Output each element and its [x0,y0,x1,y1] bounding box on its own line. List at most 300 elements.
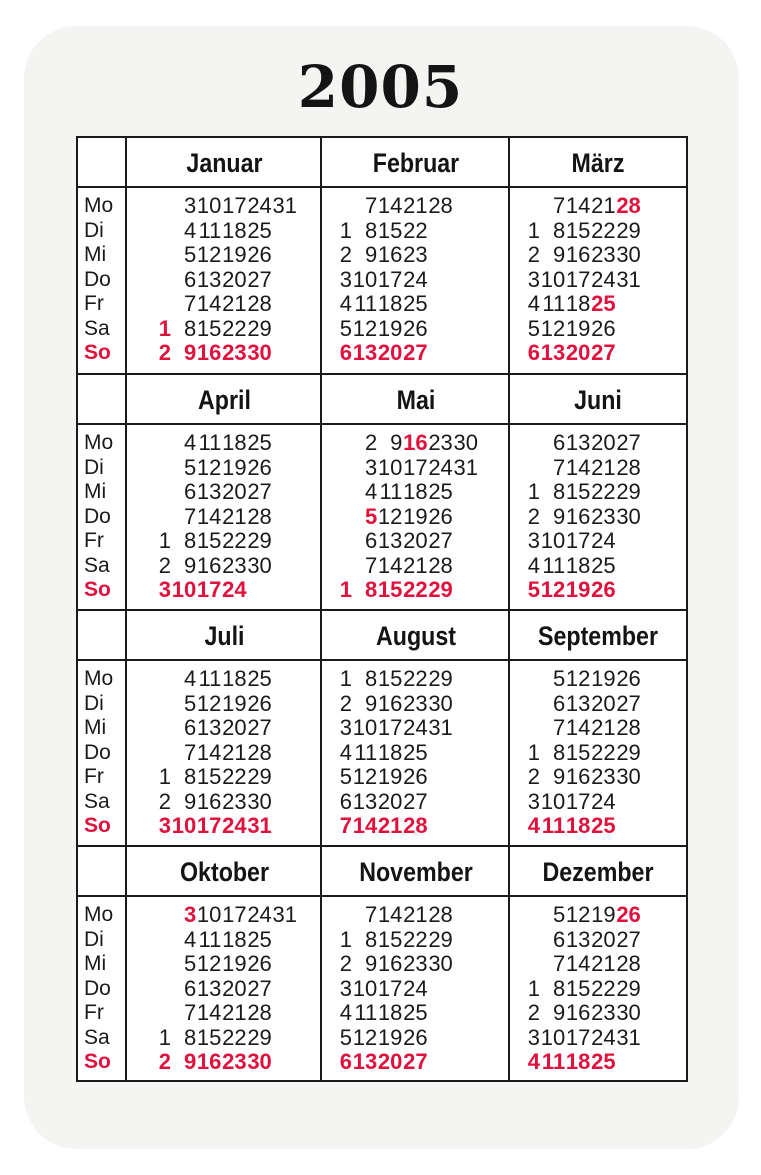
weekday-label: Do [84,976,111,1000]
calendar-day: 4 [527,813,540,838]
weekday-label: Do [84,267,111,291]
calendar-day: 9 [364,951,378,976]
calendar-day: 21 [591,951,616,976]
month-title: Januar [186,148,263,178]
calendar-day: 23 [428,430,453,455]
calendar-day: 20 [591,690,616,716]
calendar-day: 21 [222,1000,247,1025]
calendar-day: 27 [428,528,453,553]
calendar-day: 9 [364,690,378,716]
weekday-label: Di [84,218,104,242]
calendar-day: 6 [183,975,197,1001]
calendar-day: 26 [403,1024,428,1050]
calendar-day: 23 [591,503,616,529]
calendar-day: 25 [428,479,453,504]
calendar-day: 20 [222,266,247,292]
calendar-day: 8 [552,739,566,765]
calendar-day: 24 [403,975,428,1001]
calendar-day: 26 [403,315,428,341]
calendar-day: 10 [540,788,566,814]
calendar-day: 6 [552,926,566,952]
calendar-day: 11 [354,739,378,765]
calendar-day: 1 [527,479,540,504]
calendar-day: 11 [542,291,566,316]
calendar-day: 16 [377,690,403,716]
calendar-day: 21 [403,902,428,927]
calendar-day: 28 [247,503,272,529]
weekday-label: Mo [84,903,114,926]
weekday-label: Mi [84,716,107,739]
calendar-day: 24 [591,266,616,292]
calendar-day: 14 [377,193,403,218]
calendar-day: 21 [377,813,403,838]
calendar-day: 31 [247,813,272,838]
calendar-day: 9 [364,242,378,267]
calendar-day: 10 [171,813,197,838]
calendar-day: 27 [591,340,616,365]
calendar-day: 19 [591,902,616,927]
calendar-day: 21 [591,454,616,480]
calendar-day: 27 [616,690,641,716]
calendar-day: 8 [364,926,378,952]
calendar-day: 17 [565,788,591,814]
calendar-day: 6 [552,690,566,716]
weekday-label: Do [84,504,111,528]
month-title: Dezember [542,857,654,887]
calendar-day: 3 [527,266,540,292]
calendar-day: 5 [552,666,566,691]
calendar-day: 16 [377,951,403,976]
calendar-day: 9 [183,788,197,814]
calendar-day: 7 [552,951,566,976]
calendar-day: 29 [247,315,272,341]
calendar-day: 18 [222,926,247,952]
calendar-day: 19 [377,764,403,789]
calendar-day: 24 [591,1024,616,1050]
calendar-day: 20 [377,788,403,814]
calendar-day: 24 [222,577,247,602]
calendar-day: 28 [247,1000,272,1025]
calendar-day: 13 [352,788,378,814]
calendar-day: 22 [222,1024,247,1050]
calendar-day: 29 [247,1024,272,1050]
calendar-day: 19 [403,503,428,529]
calendar-day: 27 [403,1049,428,1074]
calendar-day: 28 [616,715,641,740]
calendar-day: 30 [453,430,478,455]
calendar-day: 8 [183,764,197,789]
calendar-day: 13 [565,926,591,952]
calendar-day: 12 [352,315,378,341]
calendar-day: 23 [222,788,247,814]
calendar-day: 2 [527,764,540,789]
calendar-day: 25 [403,739,428,765]
calendar-day: 24 [222,813,247,838]
weekday-label: Fr [84,529,104,552]
calendar-day: 17 [196,577,222,602]
calendar-day: 10 [196,193,222,218]
calendar-day: 3 [339,975,352,1001]
calendar-day: 1 [158,1024,171,1050]
calendar-day: 15 [565,975,591,1001]
calendar-day: 23 [222,552,247,578]
header-divider [78,423,686,425]
calendar-day: 2 [527,242,540,267]
calendar-day: 7 [552,715,566,740]
calendar-day: 4 [183,217,197,243]
calendar-day: 30 [247,1049,272,1074]
calendar-day: 20 [591,430,616,455]
calendar-day: 14 [196,739,222,765]
calendar-day: 21 [222,739,247,765]
calendar-day: 12 [196,242,222,267]
calendar-day: 7 [183,503,197,529]
calendar-day: 22 [591,739,616,765]
calendar-day: 11 [541,813,566,838]
calendar-day: 8 [552,479,566,504]
calendar-day: 3 [339,266,352,292]
calendar-day: 22 [403,577,428,602]
calendar-day: 6 [183,715,197,740]
calendar-day: 15 [377,217,403,243]
calendar-day: 18 [403,479,428,504]
calendar-day: 12 [352,764,378,789]
calendar-day: 14 [565,951,591,976]
calendar-day: 12 [565,666,591,691]
calendar-day: 20 [222,715,247,740]
calendar-day: 6 [183,479,197,504]
calendar-day: 30 [247,552,272,578]
calendar-day: 23 [403,242,428,267]
weekday-label: Mi [84,952,107,975]
calendar-day: 28 [616,193,641,218]
calendar-day: 31 [453,454,478,480]
weekday-label: Di [84,927,104,951]
calendar-day: 18 [565,813,591,838]
calendar-day: 18 [222,666,247,691]
calendar-day: 25 [247,666,272,691]
calendar-day: 15 [196,315,222,341]
weekday-label: So [84,341,111,364]
calendar-day: 16 [196,552,222,578]
calendar-day: 16 [196,1049,222,1074]
calendar-day: 25 [247,217,272,243]
calendar-day: 14 [565,193,591,218]
calendar-day: 13 [540,340,566,365]
month-title: Mai [396,385,436,415]
calendar-grid [76,136,688,1082]
calendar-day: 27 [403,340,428,365]
calendar-day: 9 [183,1049,197,1074]
calendar-day: 19 [222,242,247,267]
calendar-day: 19 [222,454,247,480]
calendar-day: 1 [339,926,352,952]
weekday-label: Do [84,740,111,764]
calendar-day: 8 [183,1024,197,1050]
calendar-day: 6 [339,340,352,365]
header-divider [78,895,686,897]
weekday-label: So [84,578,111,601]
calendar-day: 8 [552,217,566,243]
calendar-day: 10 [540,528,566,553]
calendar-day: 1 [527,739,540,765]
calendar-day: 10 [196,902,222,927]
calendar-day: 1 [527,975,540,1001]
calendar-day: 27 [616,430,641,455]
calendar-day: 15 [565,217,591,243]
calendar-day: 15 [196,528,222,553]
weekday-label: Fr [84,1001,104,1024]
weekday-label: Sa [84,316,110,340]
calendar-day: 21 [591,193,616,218]
calendar-day: 23 [403,690,428,716]
weekday-label: Mi [84,243,107,266]
calendar-day: 11 [542,552,566,578]
calendar-day: 14 [352,813,378,838]
weekday-label: Di [84,455,104,479]
month-title: November [359,857,473,887]
calendar-day: 25 [403,291,428,316]
weekday-label: Sa [84,789,110,813]
month-title: August [376,621,456,651]
weekday-label: Mi [84,480,107,503]
calendar-day: 3 [527,1024,540,1050]
calendar-day: 20 [591,926,616,952]
calendar-day: 20 [565,340,591,365]
calendar-day: 23 [591,1000,616,1025]
calendar-day: 7 [552,193,566,218]
calendar-day: 2 [527,1000,540,1025]
calendar-day: 22 [591,479,616,504]
calendar-day: 7 [552,454,566,480]
calendar-day: 5 [339,315,352,341]
calendar-day: 5 [552,902,566,927]
calendar-day: 14 [377,902,403,927]
calendar-day: 29 [247,528,272,553]
calendar-day: 16 [377,242,403,267]
calendar-day: 19 [565,577,591,602]
calendar-day: 4 [339,1000,352,1025]
calendar-day: 30 [247,788,272,814]
calendar-day: 31 [272,902,297,927]
calendar-day: 12 [196,951,222,976]
calendar-day: 31 [616,1024,641,1050]
calendar-day: 1 [339,217,352,243]
calendar-day: 22 [591,217,616,243]
calendar-day: 25 [247,926,272,952]
calendar-day: 30 [616,242,641,267]
calendar-day: 25 [403,1000,428,1025]
calendar-day: 11 [379,479,403,504]
calendar-day: 15 [196,764,222,789]
weekday-label: Fr [84,765,104,788]
calendar-day: 6 [527,340,540,365]
calendar-day: 28 [428,902,453,927]
calendar-day: 23 [222,1049,247,1074]
calendar-day: 30 [428,951,453,976]
calendar-day: 26 [247,242,272,267]
calendar-day: 16 [403,430,428,455]
calendar-day: 24 [428,454,453,480]
calendar-day: 17 [565,1024,591,1050]
weekday-label: So [84,1050,111,1073]
calendar-day: 13 [352,1049,378,1074]
calendar-day: 5 [183,242,197,267]
calendar-day: 5 [364,503,378,529]
calendar-day: 7 [339,813,352,838]
calendar-day: 15 [377,577,403,602]
calendar-day: 19 [222,690,247,716]
calendar-day: 15 [377,666,403,691]
calendar-day: 26 [247,951,272,976]
weekday-label: Mo [84,667,114,690]
calendar-day: 8 [183,528,197,553]
calendar-day: 17 [377,975,403,1001]
calendar-day: 2 [339,951,352,976]
calendar-day: 27 [247,975,272,1001]
calendar-day: 21 [591,715,616,740]
calendar-day: 16 [565,503,591,529]
calendar-day: 17 [222,902,247,927]
calendar-day: 4 [183,430,197,455]
month-title: Oktober [179,857,270,887]
calendar-day: 10 [352,715,378,740]
calendar-day: 12 [352,1024,378,1050]
calendar-day: 8 [364,577,378,602]
header-divider [78,659,686,661]
calendar-day: 16 [565,242,591,267]
calendar-day: 21 [222,503,247,529]
calendar-day: 10 [352,975,378,1001]
calendar-day: 22 [403,217,428,243]
calendar-day: 12 [565,902,591,927]
calendar-day: 5 [339,764,352,789]
calendar-day: 30 [428,690,453,716]
calendar-day: 8 [552,975,566,1001]
calendar-day: 9 [183,552,197,578]
calendar-day: 4 [364,479,378,504]
calendar-day: 30 [247,340,272,365]
calendar-day: 24 [403,715,428,740]
calendar-day: 6 [552,430,566,455]
calendar-day: 22 [591,975,616,1001]
calendar-day: 20 [377,340,403,365]
calendar-day: 23 [403,951,428,976]
calendar-day: 27 [247,266,272,292]
calendar-day: 17 [403,454,428,480]
calendar-day: 27 [403,788,428,814]
calendar-day: 14 [377,552,403,578]
calendar-day: 7 [183,291,197,316]
calendar-day: 27 [616,926,641,952]
calendar-day: 4 [527,552,540,578]
calendar-day: 26 [247,454,272,480]
calendar-day: 13 [352,340,378,365]
calendar-day: 14 [196,1000,222,1025]
calendar-day: 23 [222,340,247,365]
calendar-day: 9 [552,242,566,267]
calendar-day: 10 [352,266,378,292]
calendar-day: 16 [196,788,222,814]
calendar-day: 16 [196,340,222,365]
calendar-day: 20 [403,528,428,553]
calendar-day: 17 [196,813,222,838]
calendar-day: 12 [196,454,222,480]
calendar-day: 3 [183,902,197,927]
calendar-day: 4 [527,291,540,316]
calendar-day: 9 [183,340,197,365]
calendar-day: 22 [403,926,428,952]
calendar-day: 29 [247,764,272,789]
calendar-day: 13 [196,715,222,740]
calendar-day: 11 [198,430,222,455]
calendar-day: 15 [196,1024,222,1050]
calendar-day: 26 [616,666,641,691]
calendar-day: 18 [565,1049,591,1074]
calendar-day: 22 [403,666,428,691]
calendar-day: 11 [198,217,222,243]
calendar-day: 11 [198,666,222,691]
calendar-day: 26 [403,764,428,789]
calendar-day: 16 [565,1000,591,1025]
calendar-day: 25 [591,1049,616,1074]
calendar-day: 1 [339,666,352,691]
calendar-day: 30 [616,1000,641,1025]
calendar-day: 2 [158,1049,171,1074]
calendar-day: 9 [552,1000,566,1025]
calendar-day: 16 [565,764,591,789]
calendar-day: 29 [616,479,641,504]
calendar-day: 29 [428,577,453,602]
calendar-day: 5 [339,1024,352,1050]
calendar-day: 13 [377,528,403,553]
calendar-day: 26 [428,503,453,529]
weekday-label: Sa [84,553,110,577]
calendar-day: 5 [183,951,197,976]
calendar-day: 20 [222,975,247,1001]
calendar-day: 15 [565,479,591,504]
calendar-day: 6 [339,788,352,814]
calendar-day: 15 [377,926,403,952]
calendar-day: 28 [403,813,428,838]
calendar-day: 18 [565,552,591,578]
calendar-day: 11 [198,926,222,952]
calendar-day: 19 [377,1024,403,1050]
calendar-day: 28 [616,454,641,480]
calendar-day: 24 [247,902,272,927]
calendar-day: 28 [428,193,453,218]
calendar-day: 18 [377,291,403,316]
calendar-day: 7 [364,193,378,218]
calendar-day: 10 [377,454,403,480]
calendar-day: 25 [591,552,616,578]
weekday-label: Fr [84,292,104,315]
calendar-day: 17 [222,193,247,218]
calendar-day: 17 [565,266,591,292]
calendar-day: 17 [565,528,591,553]
calendar-day: 24 [591,788,616,814]
calendar-day: 20 [377,1049,403,1074]
calendar-day: 29 [616,975,641,1001]
calendar-day: 3 [527,788,540,814]
weekday-label: Mo [84,431,114,454]
calendar-day: 9 [552,764,566,789]
calendar-day: 26 [591,315,616,341]
calendar-day: 9 [552,503,566,529]
calendar-day: 26 [591,577,616,602]
calendar-day: 21 [403,552,428,578]
calendar-day: 19 [222,951,247,976]
